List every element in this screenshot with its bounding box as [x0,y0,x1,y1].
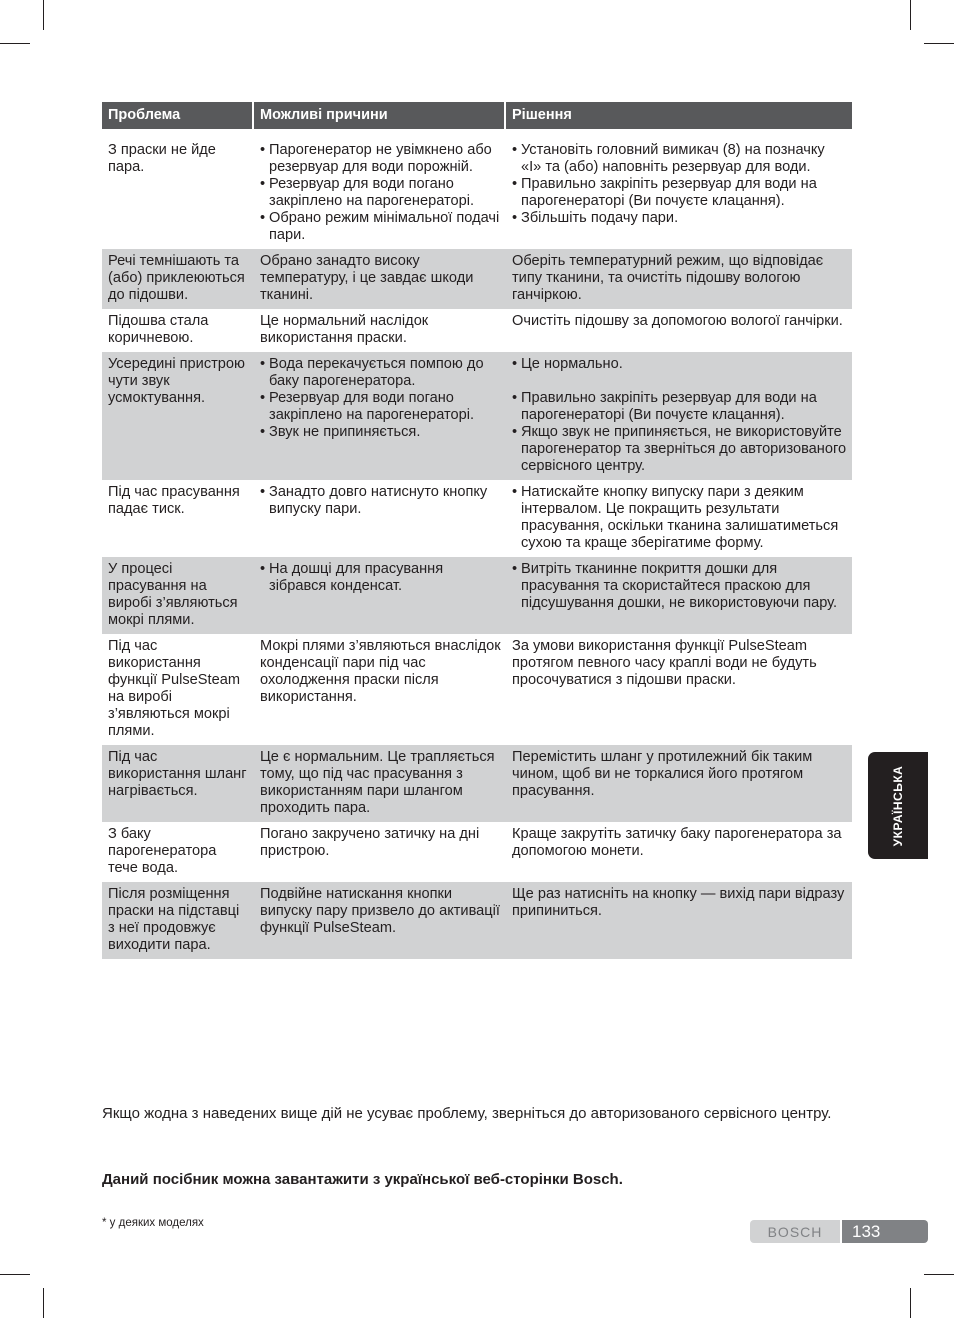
solution-item: • Витріть тканинне покриття дошки для прасування та скористайтеся праскою для підсушування дошки, не використовуючи пару. [512,561,849,612]
problem-cell: Під час прасування падає тиск. [108,484,240,517]
solution-cell: Оберіть температурний режим, що відповідає типу тканини, та очистіть підошву вологою ганчіркою. [506,249,852,309]
cause-cell: Обрано занадто високу температуру, і це завдає шкоди тканині. [254,249,506,309]
cause-cell: Мокрі плями з’являються внаслідок конденсації пари під час охолодження праски після використання. [260,638,501,705]
solutions-cell [506,480,852,557]
cause-cell: Це нормальний наслідок використання праски. [260,313,429,346]
solution-item: • Якщо звук не припиняється, не використовуйте парогенератор та зверніться до авторизованого сервісного центру. [512,424,849,475]
crop-mark [43,1288,44,1318]
problem-cell: З праски не йде пара. [108,142,216,175]
crop-mark [0,1274,30,1275]
solutions-cell [506,557,852,634]
crop-mark [43,0,44,30]
crop-mark [924,43,954,44]
table-row [102,557,852,634]
solutions-cell [506,352,852,480]
causes-cell [254,557,506,634]
cause-cell: Це є нормальним. Це трапляється тому, що під час прасування з використанням пари шлангом проходить пара. [254,745,506,822]
footnote: * у деяких моделях [102,1217,204,1229]
language-tab [868,752,928,859]
table-row [102,882,852,959]
language-tab-label: УКРАЇНСЬКА [891,765,905,847]
crop-mark [910,1288,911,1318]
table-row [102,745,852,822]
brand-label: BOSCH [750,1220,840,1243]
solution-item: • Установіть головний вимикач (8) на позначку «I» та (або) наповніть резервуар для води. [512,142,849,176]
crop-mark [910,0,911,30]
solution-cell: За умови використання функції PulseSteam протягом певного часу краплі води не будуть просочуватися з підошви праски. [512,638,817,688]
solution-item: • Правильно закріпіть резервуар для води на парогенераторі (Ви почуєте клацання). [512,176,849,210]
solution-item: • Збільшіть подачу пари. [512,210,849,227]
table-row [102,634,852,745]
solution-cell: Очистіть підошву за допомогою вологої ганчірки. [512,313,843,329]
download-note: Даний посібник можна завантажити з української веб-сторінки Bosch. [102,1171,623,1188]
solutions-cell [506,138,852,249]
problem-cell: Підошва стала коричневою. [108,313,209,346]
cause-item: • Обрано режим мінімальної подачі пари. [260,210,501,244]
solution-cell: Ще раз натисніть на кнопку — вихід пари відразу припиниться. [506,882,852,959]
problem-cell: Речі темнішають та (або) приклеюються до підошви. [102,249,254,309]
table-row [102,822,852,882]
header-problem: Проблема [102,102,254,129]
troubleshooting-table [102,102,852,959]
cause-item: • Резервуар для води погано закріплено на парогенераторі. [260,176,501,210]
problem-cell: У процесі прасування на виробі з’являються мокрі плями. [102,557,254,634]
problem-cell: Усередині пристрою чути звук усмоктування. [102,352,254,480]
solution-item: • Правильно закріпіть резервуар для води на парогенераторі (Ви почуєте клацання). [512,390,849,424]
solution-item: • Це нормально. [512,356,849,373]
cause-item: • Парогенератор не увімкнено або резервуар для води порожній. [260,142,501,176]
causes-cell [254,352,506,480]
table-row [102,309,852,352]
cause-item: • Занадто довго натиснуто кнопку випуску пари. [260,484,501,518]
cause-item: • На дошці для прасування зібрався конденсат. [260,561,501,595]
problem-cell: Під час використання шланг нагрівається. [102,745,254,822]
cause-cell: Погано закручено затичку на дні пристрою. [260,826,480,859]
table-row [102,480,852,557]
table-row [102,249,852,309]
table-row [102,352,852,480]
solution-item: • Натискайте кнопку випуску пари з деяким інтервалом. Це покращить результати прасування, оскільки тканина залишатиметься сухою та краще зберігатиме форму. [512,484,849,552]
crop-mark [0,43,30,44]
table-header-row [102,102,852,129]
cause-item: • Вода перекачується помпою до баку парогенератора. [260,356,501,390]
crop-mark [924,1274,954,1275]
solution-cell: Перемістить шланг у протилежний бік таким чином, щоб ви не торкалися його протягом прасування. [506,745,852,822]
header-solutions: Рішення [506,102,852,129]
cause-item: • Звук не припиняється. [260,424,501,441]
header-causes: Можливі причини [254,102,506,129]
service-center-note: Якщо жодна з наведених вище дій не усуває проблему, зверніться до авторизованого сервісного центру. [102,1105,832,1122]
problem-cell: З баку парогенератора тече вода. [108,826,217,876]
solution-cell: Краще закрутіть затичку баку парогенератора за допомогою монети. [512,826,842,859]
causes-cell [254,138,506,249]
problem-cell: Під час використання функції PulseSteam на виробі з’являються мокрі плями. [108,638,240,739]
cause-cell: Подвійне натискання кнопки випуску пару призвело до активації функції PulseSteam. [254,882,506,959]
causes-cell [254,480,506,557]
cause-item: • Резервуар для води погано закріплено на парогенераторі. [260,390,501,424]
table-row [102,138,852,249]
page-number: 133 [842,1220,928,1243]
problem-cell: Після розміщення праски на підставці з неї продовжує виходити пара. [102,882,254,959]
